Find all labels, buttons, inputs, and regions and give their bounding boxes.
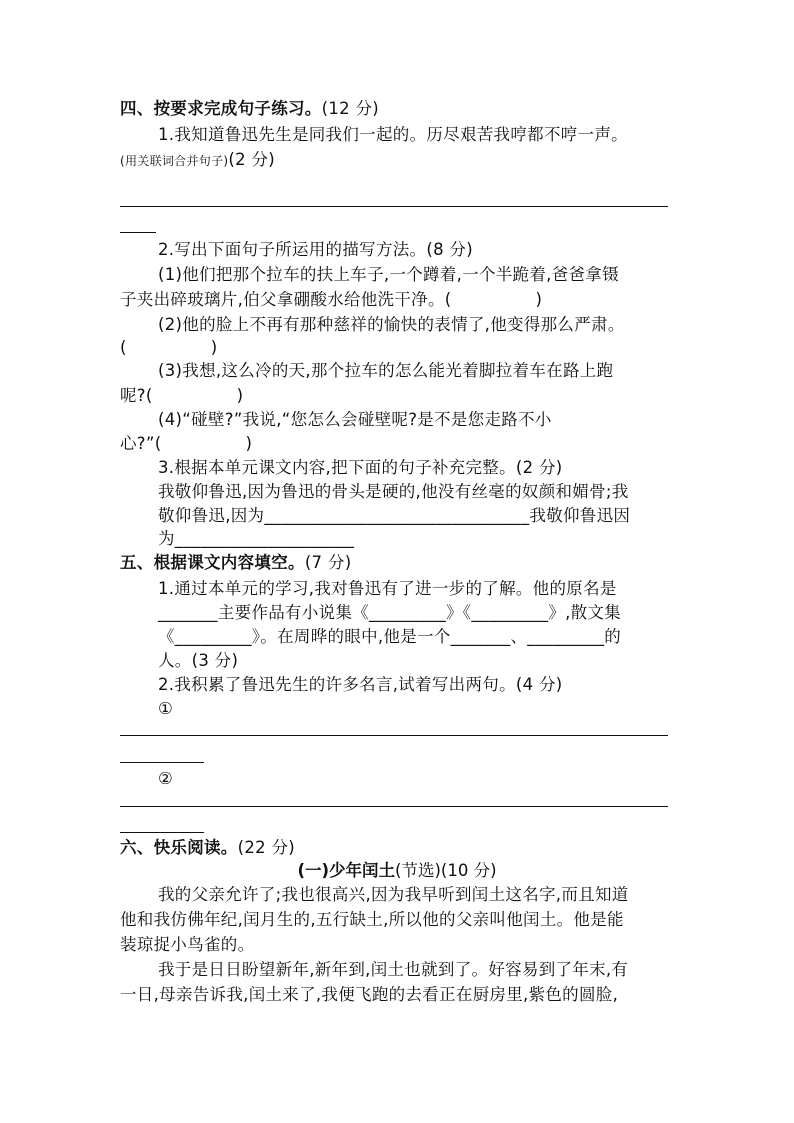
answer-line-q4-1[interactable] <box>120 206 668 207</box>
q5-2-mark-1: ① <box>158 699 174 718</box>
section5-heading <box>120 551 351 575</box>
passage-line-5: 一日,母亲告诉我,闰土来了,我便飞跑的去看正在厨房里,紫色的圆脸, <box>120 985 619 1004</box>
section6-title: 六、快乐阅读。 <box>120 838 238 857</box>
q4-1-text: 1.我知道鲁迅先生是同我们一起的。历尽艰苦我哼都不哼一声。 <box>158 125 628 144</box>
section6-score: (22 分) <box>237 838 296 857</box>
passage-line-4: 我于是日日盼望新年,新年到,闰土也就到了。好容易到了年末,有 <box>158 960 629 979</box>
section4-heading <box>120 97 379 121</box>
q4-3-line-b: 敬仰鲁迅,因为_______________________________我敬仰鲁迅因 <box>158 506 631 525</box>
passage-line-3: 装琼捉小鸟雀的。 <box>120 935 255 954</box>
q4-2-3-line-a: (3)我想,这么冷的天,那个拉车的怎么能光着脚拉着车在路上跑 <box>158 361 614 380</box>
answer-line-q5-2-2[interactable] <box>120 806 668 807</box>
q4-2-2-line-a: (2)他的脸上不再有那种慈祥的愉快的表情了,他变得那么严肃。 <box>158 315 625 334</box>
reading-subtitle <box>0 859 794 883</box>
passage-line-2: 他和我仿佛年纪,闰月生的,五行缺土,所以他的父亲叫他闰土。他是能 <box>120 910 624 929</box>
q4-1-note: (用关联词合并句子) <box>120 154 229 168</box>
section4-title: 四、按要求完成句子练习。 <box>120 99 322 118</box>
q5-1-line-d: 人。(3 分) <box>158 651 239 670</box>
answer-line-q5-2-1-cont[interactable] <box>120 762 204 763</box>
section5-score: (7 分) <box>304 553 352 572</box>
q5-1-line-b: _______主要作品有小说集《_________》《_________》,散文集 <box>158 603 622 622</box>
answer-line-q5-2-2-cont[interactable] <box>120 832 204 833</box>
q5-1-line-a: 1.通过本单元的学习,我对鲁迅有了进一步的了解。他的原名是 <box>158 579 617 598</box>
q4-2-prompt: 2.写出下面句子所运用的描写方法。(8 分) <box>158 240 473 259</box>
q4-3-line-a: 我敬仰鲁迅,因为鲁迅的骨头是硬的,他没有丝毫的奴颜和媚骨;我 <box>158 482 629 501</box>
q4-1-score: (2 分) <box>228 150 275 169</box>
answer-line-q4-1-cont[interactable] <box>120 232 156 233</box>
q4-3-line-c: 为_____________________ <box>158 529 355 548</box>
q4-2-1-line-a: (1)他们把那个拉车的扶上车子,一个蹲着,一个半跪着,爸爸拿镊 <box>158 265 619 284</box>
section5-title: 五、根据课文内容填空。 <box>120 553 305 572</box>
answer-line-q5-2-1[interactable] <box>120 735 668 736</box>
reading-subtitle-text: (一)少年闰土 <box>297 861 396 880</box>
section4-score: (12 分) <box>321 99 380 118</box>
section6-heading <box>120 836 295 860</box>
q4-2-2-line-b: ( ) <box>120 338 218 357</box>
q4-1-instruction <box>120 148 275 173</box>
passage-line-1: 我的父亲允许了;我也很高兴,因为我早听到闰土这名字,而且知道 <box>158 885 629 904</box>
reading-subtitle-note: (节选)(10 分) <box>395 861 497 880</box>
q4-2-1-line-b: 子夹出碎玻璃片,伯父拿硼酸水给他洗干净。( ) <box>120 290 543 309</box>
q5-2-mark-2: ② <box>158 769 174 788</box>
q5-1-line-c: 《_________》。在周晔的眼中,他是一个_______、_________的 <box>158 627 622 646</box>
q4-2-4-line-a: (4)“碰壁?”我说,“您怎么会碰壁呢?是不是您走路不小 <box>158 410 552 429</box>
q4-2-4-line-b: 心?”( ) <box>120 434 253 453</box>
q5-2-prompt: 2.我积累了鲁迅先生的许多名言,试着写出两句。(4 分) <box>158 675 563 694</box>
q4-3-prompt: 3.根据本单元课文内容,把下面的句子补充完整。(2 分) <box>158 458 563 477</box>
q4-2-3-line-b: 呢?( ) <box>120 386 244 405</box>
